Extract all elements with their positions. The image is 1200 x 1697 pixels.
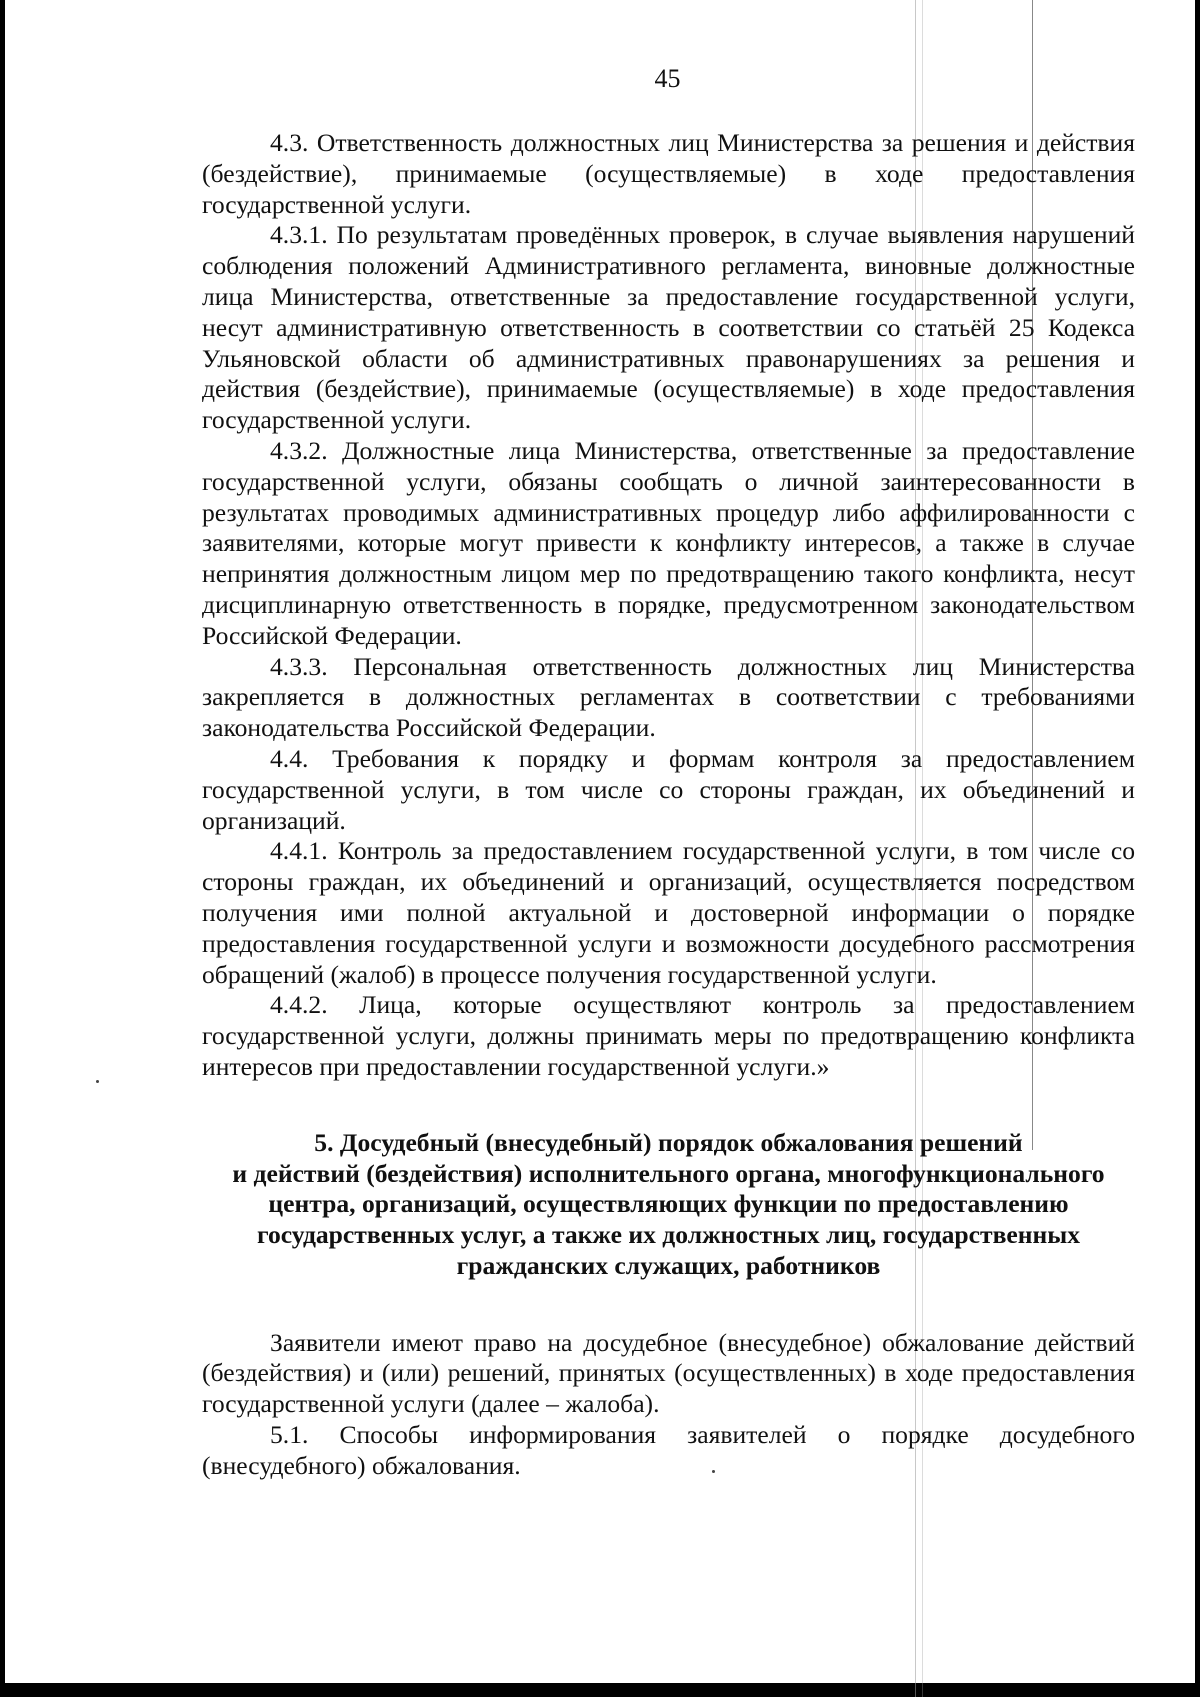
heading-line: гражданских служащих, работников	[456, 1250, 881, 1280]
scan-speck	[96, 1080, 99, 1083]
scan-border-left	[0, 0, 5, 1697]
heading-line: 5. Досудебный (внесудебный) порядок обжалования решений	[314, 1127, 1023, 1157]
section-5-heading	[202, 1128, 1135, 1282]
heading-line: и действий (бездействия) исполнительного органа, многофункционального	[232, 1158, 1105, 1188]
paragraph-5-1: 5.1. Способы информирования заявителей о порядке досудебного (внесудебного) обжалования.	[202, 1420, 1135, 1480]
paragraph-4-4: 4.4. Требования к порядку и формам контроля за предоставлением государственной услуги, в том числе со стороны граждан, их объединений и организаций.	[202, 743, 1135, 835]
heading-line: государственных услуг, а также их должностных лиц, государственных	[256, 1220, 1081, 1250]
paragraph-4-3-2: 4.3.2. Должностные лица Министерства, ответственные за предоставление государственной услуги, обязаны сообщать о личной заинтересованности в результатах проводимых административных процедур либо аффилированности с заявителями, которые могут привести к конфликту интересов, а также в случае непринятия должностным лицом мер по предотвращению такого конфликта, несут дисциплинарную ответственность в порядке, предусмотренном законодательством Российской Федерации.	[202, 435, 1135, 650]
paragraph-4-4-2: 4.4.2. Лица, которые осуществляют контроль за предоставлением государственной услуги, должны принимать меры по предотвращению конфликта интересов при предоставлении государственной услуги.»	[202, 990, 1135, 1081]
paragraph-4-4-1: 4.4.1. Контроль за предоставлением государственной услуги, в том числе со стороны граждан, их объединений и организаций, осуществляется посредством получения ими полной актуальной и достоверной информации о порядке предоставления государственной услуги и возможности досудебного рассмотрения обращений (жалоб) в процессе получения государственной услуги.	[202, 836, 1135, 989]
paragraph-4-3: 4.3. Ответственность должностных лиц Министерства за решения и действия (бездействие), принимаемые (осуществляемые) в ходе предоставления государственной услуги.	[202, 128, 1135, 219]
paragraph-complaint-right: Заявители имеют право на досудебное (внесудебное) обжалование действий (бездействия) и (или) решений, принятых (осуществленных) в ходе предоставления государственной услуги (далее – жалоба).	[202, 1327, 1135, 1419]
paragraph-4-3-3: 4.3.3. Персональная ответственность должностных лиц Министерства закрепляется в должностных регламентах в соответствии с требованиями законодательства Российской Федерации.	[202, 651, 1135, 743]
page-number: 45	[654, 64, 681, 93]
paragraph-4-3-1: 4.3.1. По результатам проведённых проверок, в случае выявления нарушений соблюдения положений Административного регламента, виновные должностные лица Министерства, ответственные за предоставление государственной услуги, несут административную ответственность в соответствии со статьёй 25 Кодекса Ульяновской области об административных правонарушениях за решения и действия (бездействие), принимаемые (осуществляемые) в ходе предоставления государственной услуги.	[202, 220, 1135, 435]
scan-border-right	[1195, 0, 1200, 1697]
scan-border-bottom	[0, 1683, 1200, 1697]
heading-line: центра, организаций, осуществляющих функции по предоставлению	[268, 1189, 1069, 1219]
document-body	[202, 128, 1135, 1482]
